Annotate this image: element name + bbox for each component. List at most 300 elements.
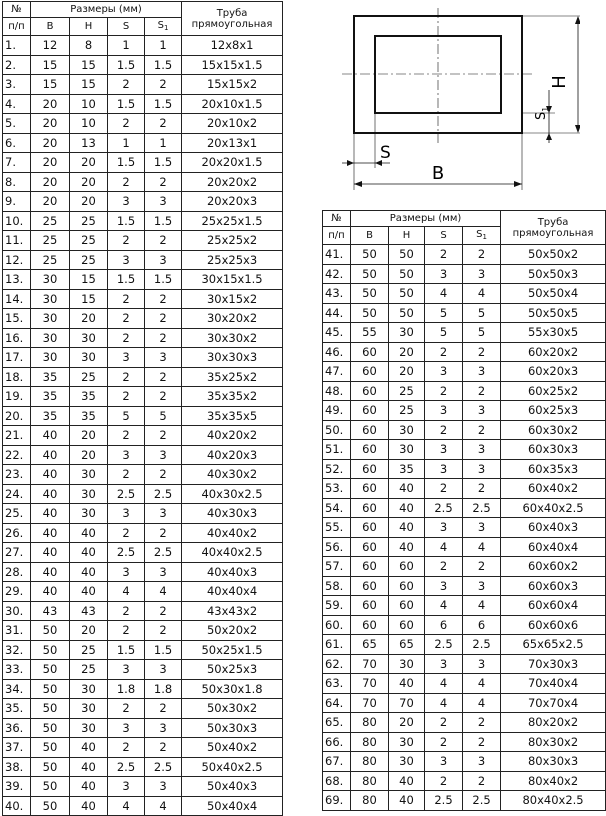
cell-s: 2	[425, 479, 463, 499]
cell-number: 3.	[3, 75, 31, 95]
cell-number: 58.	[323, 576, 351, 596]
cell-b: 50	[31, 757, 70, 777]
cell-s: 1.5	[108, 211, 145, 231]
cell-s: 4	[425, 537, 463, 557]
cell-h: 30	[389, 323, 425, 343]
cell-s1: 3	[145, 250, 182, 270]
cell-number: 55.	[323, 518, 351, 538]
table-row	[3, 55, 283, 75]
cell-b: 60	[351, 401, 389, 421]
cell-pipe: 30x15x2	[182, 289, 283, 309]
cell-number: 31.	[3, 621, 31, 641]
cell-s1: 2.5	[463, 635, 501, 655]
header-s1-main: S	[157, 19, 164, 31]
cell-h: 20	[70, 426, 108, 446]
cell-h: 40	[70, 543, 108, 563]
cell-b: 20	[31, 192, 70, 212]
cell-number: 62.	[323, 654, 351, 674]
cell-h: 20	[70, 621, 108, 641]
cell-pipe: 60x60x4	[501, 596, 606, 616]
cell-h: 40	[70, 757, 108, 777]
cell-h: 43	[70, 601, 108, 621]
pipe-table-left-body	[3, 36, 283, 816]
table-row	[323, 518, 606, 538]
header-b: B	[351, 227, 389, 245]
header-sizes: Размеры (мм)	[351, 211, 501, 227]
cell-h: 40	[389, 518, 425, 538]
cell-h: 40	[389, 537, 425, 557]
cell-number: 63.	[323, 674, 351, 694]
cell-number: 52.	[323, 459, 351, 479]
cell-b: 60	[351, 342, 389, 362]
h-dimension-arrows	[575, 16, 580, 133]
cell-number: 28.	[3, 562, 31, 582]
cell-s1: 2	[145, 523, 182, 543]
cell-number: 50.	[323, 420, 351, 440]
cell-h: 60	[389, 576, 425, 596]
cell-h: 25	[70, 640, 108, 660]
cell-pipe: 60x60x2	[501, 557, 606, 577]
table-row	[3, 660, 283, 680]
cell-s1: 2.5	[145, 757, 182, 777]
table-row	[323, 498, 606, 518]
cell-number: 29.	[3, 582, 31, 602]
table-row	[323, 420, 606, 440]
cell-s: 2	[425, 732, 463, 752]
cell-h: 8	[70, 36, 108, 56]
cell-s: 3	[108, 250, 145, 270]
table-row	[323, 674, 606, 694]
cell-s: 1.8	[108, 679, 145, 699]
cell-number: 15.	[3, 309, 31, 329]
cell-pipe: 60x30x3	[501, 440, 606, 460]
cell-b: 40	[31, 484, 70, 504]
table-row	[323, 362, 606, 382]
cell-h: 25	[70, 367, 108, 387]
header-pipe-line1: Труба	[216, 7, 248, 19]
cell-number: 53.	[323, 479, 351, 499]
cell-s: 4	[108, 582, 145, 602]
cell-pipe: 25x25x2	[182, 231, 283, 251]
cell-h: 40	[389, 771, 425, 791]
cell-b: 20	[31, 172, 70, 192]
cell-s1: 2	[145, 387, 182, 407]
cell-h: 20	[70, 445, 108, 465]
cell-pipe: 60x35x3	[501, 459, 606, 479]
cell-b: 60	[351, 615, 389, 635]
cell-s1: 2	[145, 328, 182, 348]
cell-s1: 5	[145, 406, 182, 426]
cell-h: 15	[70, 289, 108, 309]
cell-number: 26.	[3, 523, 31, 543]
cell-s1: 2	[463, 420, 501, 440]
cell-s: 2	[425, 713, 463, 733]
cell-number: 40.	[3, 796, 31, 816]
cell-pipe: 60x40x3	[501, 518, 606, 538]
cell-b: 40	[31, 426, 70, 446]
cell-s1: 3	[145, 660, 182, 680]
table-row	[323, 791, 606, 811]
cell-s1: 4	[463, 674, 501, 694]
cell-number: 56.	[323, 537, 351, 557]
header-s1-main: S	[476, 228, 483, 240]
cell-h: 20	[70, 309, 108, 329]
cell-b: 50	[31, 679, 70, 699]
cell-number: 20.	[3, 406, 31, 426]
cell-pipe: 50x40x4	[182, 796, 283, 816]
cell-b: 35	[31, 406, 70, 426]
cell-b: 60	[351, 362, 389, 382]
header-sizes: Размеры (мм)	[31, 2, 182, 18]
cell-b: 12	[31, 36, 70, 56]
cell-number: 60.	[323, 615, 351, 635]
cell-s: 3	[108, 777, 145, 797]
cell-number: 39.	[3, 777, 31, 797]
cell-number: 59.	[323, 596, 351, 616]
table-row	[3, 406, 283, 426]
cell-s: 3	[425, 654, 463, 674]
cell-pipe: 50x50x3	[501, 264, 606, 284]
cell-pipe: 30x30x2	[182, 328, 283, 348]
cell-h: 40	[389, 479, 425, 499]
cell-pipe: 70x30x3	[501, 654, 606, 674]
cell-b: 80	[351, 771, 389, 791]
cell-b: 20	[31, 153, 70, 173]
cell-b: 40	[31, 445, 70, 465]
cell-number: 36.	[3, 718, 31, 738]
cell-b: 35	[31, 367, 70, 387]
cell-h: 50	[389, 245, 425, 265]
table-row	[3, 757, 283, 777]
label-s1-main: S	[534, 111, 549, 120]
cell-number: 2.	[3, 55, 31, 75]
cell-s: 2	[425, 342, 463, 362]
cell-s1: 3	[463, 401, 501, 421]
cell-s: 3	[425, 401, 463, 421]
cell-b: 20	[31, 133, 70, 153]
cell-h: 50	[389, 303, 425, 323]
cell-h: 20	[389, 713, 425, 733]
header-pipe-line1: Труба	[537, 216, 569, 228]
header-s1	[145, 18, 182, 36]
cell-s1: 2.5	[463, 791, 501, 811]
cell-s: 2.5	[425, 791, 463, 811]
cell-s1: 4	[145, 796, 182, 816]
cell-number: 21.	[3, 426, 31, 446]
table-row	[323, 401, 606, 421]
cell-pipe: 50x30x1.8	[182, 679, 283, 699]
cell-number: 7.	[3, 153, 31, 173]
cell-s: 2	[108, 621, 145, 641]
cell-s1: 2.5	[463, 498, 501, 518]
header-h: H	[70, 18, 108, 36]
cell-pipe: 40x30x2	[182, 465, 283, 485]
table-row	[3, 484, 283, 504]
cell-number: 69.	[323, 791, 351, 811]
cell-number: 41.	[323, 245, 351, 265]
cell-s: 1.5	[108, 270, 145, 290]
cell-number: 17.	[3, 348, 31, 368]
table-row	[3, 504, 283, 524]
pipe-cross-section-diagram	[340, 8, 580, 198]
table-row	[3, 250, 283, 270]
cell-s: 3	[425, 362, 463, 382]
cell-pipe: 40x20x2	[182, 426, 283, 446]
cell-s: 2	[108, 601, 145, 621]
cell-s1: 3	[145, 777, 182, 797]
table-row	[3, 445, 283, 465]
cell-s: 3	[108, 348, 145, 368]
cell-s: 3	[108, 504, 145, 524]
cell-number: 61.	[323, 635, 351, 655]
label-s1	[534, 107, 550, 120]
cell-h: 15	[70, 75, 108, 95]
label-s: S	[380, 143, 391, 163]
cell-h: 20	[70, 172, 108, 192]
cell-s1: 2	[145, 367, 182, 387]
cell-pipe: 60x25x3	[501, 401, 606, 421]
cell-b: 50	[31, 718, 70, 738]
cell-s1: 2	[145, 621, 182, 641]
cell-h: 60	[389, 615, 425, 635]
cell-pipe: 60x60x3	[501, 576, 606, 596]
cell-s: 2	[108, 387, 145, 407]
table-row	[323, 693, 606, 713]
cell-s: 2	[108, 426, 145, 446]
cell-s1: 4	[463, 537, 501, 557]
cell-s1: 3	[145, 718, 182, 738]
cell-s: 2	[108, 289, 145, 309]
table-row	[3, 270, 283, 290]
cell-s1: 3	[463, 576, 501, 596]
cell-number: 9.	[3, 192, 31, 212]
cell-number: 65.	[323, 713, 351, 733]
cell-pipe: 40x20x3	[182, 445, 283, 465]
cell-h: 30	[70, 328, 108, 348]
cell-s1: 2	[145, 601, 182, 621]
table-row	[323, 303, 606, 323]
cell-s: 4	[425, 284, 463, 304]
pipe-table-left	[2, 1, 283, 816]
cell-pipe: 20x20x1.5	[182, 153, 283, 173]
cell-pipe: 20x20x2	[182, 172, 283, 192]
cell-s: 2	[108, 172, 145, 192]
table-row	[3, 328, 283, 348]
cell-b: 25	[31, 211, 70, 231]
cell-s1: 2	[145, 231, 182, 251]
cell-pipe: 30x30x3	[182, 348, 283, 368]
cell-number: 54.	[323, 498, 351, 518]
cell-s1: 2	[145, 114, 182, 134]
cell-b: 80	[351, 791, 389, 811]
cell-pipe: 80x40x2	[501, 771, 606, 791]
cell-b: 50	[351, 264, 389, 284]
header-pipe	[501, 211, 606, 245]
table-row	[323, 440, 606, 460]
table-row	[3, 153, 283, 173]
table-row	[3, 582, 283, 602]
cell-h: 10	[70, 114, 108, 134]
cell-s: 3	[425, 440, 463, 460]
cell-h: 30	[389, 440, 425, 460]
cell-h: 25	[389, 381, 425, 401]
cell-h: 35	[70, 387, 108, 407]
cell-b: 40	[31, 465, 70, 485]
cell-h: 30	[389, 732, 425, 752]
table-row	[3, 289, 283, 309]
cell-s1: 3	[145, 562, 182, 582]
cell-b: 80	[351, 713, 389, 733]
cell-pipe: 50x50x2	[501, 245, 606, 265]
cell-s1: 2	[145, 426, 182, 446]
cell-h: 30	[389, 654, 425, 674]
cell-s: 3	[425, 576, 463, 596]
cell-s1: 2	[145, 465, 182, 485]
table-row	[323, 576, 606, 596]
cell-s: 2	[425, 381, 463, 401]
cell-pipe: 40x40x2.5	[182, 543, 283, 563]
cell-number: 32.	[3, 640, 31, 660]
cell-h: 60	[389, 596, 425, 616]
cell-pipe: 20x20x3	[182, 192, 283, 212]
cell-h: 20	[70, 192, 108, 212]
cell-pipe: 50x30x3	[182, 718, 283, 738]
cell-pipe: 20x10x2	[182, 114, 283, 134]
cell-number: 42.	[323, 264, 351, 284]
cell-s1: 1.5	[145, 211, 182, 231]
table-row	[3, 36, 283, 56]
cell-s: 5	[425, 303, 463, 323]
cell-h: 65	[389, 635, 425, 655]
cell-s: 2	[108, 465, 145, 485]
cell-s: 5	[425, 323, 463, 343]
cell-number: 14.	[3, 289, 31, 309]
header-s: S	[425, 227, 463, 245]
table-row	[3, 796, 283, 816]
cell-pipe: 50x50x5	[501, 303, 606, 323]
cell-s: 1	[108, 36, 145, 56]
cell-b: 50	[31, 777, 70, 797]
cell-b: 65	[351, 635, 389, 655]
header-s1	[463, 227, 501, 245]
cell-s1: 3	[463, 752, 501, 772]
cell-s1: 2	[145, 309, 182, 329]
table-row	[323, 557, 606, 577]
cell-number: 38.	[3, 757, 31, 777]
cell-pipe: 70x40x4	[501, 674, 606, 694]
cell-pipe: 50x25x1.5	[182, 640, 283, 660]
cell-h: 30	[70, 484, 108, 504]
cell-pipe: 60x40x2	[501, 479, 606, 499]
cell-number: 13.	[3, 270, 31, 290]
header-s1-sub: 1	[482, 232, 487, 241]
cell-number: 22.	[3, 445, 31, 465]
cell-s1: 2	[463, 713, 501, 733]
cell-b: 50	[31, 699, 70, 719]
pipe-table-right	[322, 210, 606, 811]
table-row	[323, 264, 606, 284]
header-pipe-line2: прямоугольная	[512, 227, 594, 239]
cell-s1: 5	[463, 323, 501, 343]
header-number	[3, 2, 31, 18]
table-row	[323, 732, 606, 752]
cell-s1: 6	[463, 615, 501, 635]
cell-s: 4	[108, 796, 145, 816]
cell-b: 25	[31, 231, 70, 251]
cell-pipe: 40x30x2.5	[182, 484, 283, 504]
cell-h: 30	[70, 699, 108, 719]
cell-s1: 2	[463, 557, 501, 577]
header-number-sign: №	[331, 213, 342, 224]
header-number-pp: п/п	[3, 18, 31, 36]
cell-s: 2	[108, 699, 145, 719]
cell-pipe: 50x30x2	[182, 699, 283, 719]
cell-h: 35	[389, 459, 425, 479]
cell-pipe: 80x30x2	[501, 732, 606, 752]
cell-pipe: 55x30x5	[501, 323, 606, 343]
table-row	[3, 543, 283, 563]
cell-b: 35	[31, 387, 70, 407]
cell-number: 48.	[323, 381, 351, 401]
cell-s1: 2	[145, 738, 182, 758]
pipe-table-right-body	[323, 245, 606, 811]
cell-pipe: 80x40x2.5	[501, 791, 606, 811]
cell-pipe: 35x35x2	[182, 387, 283, 407]
cell-number: 25.	[3, 504, 31, 524]
table-row	[323, 323, 606, 343]
cell-pipe: 50x25x3	[182, 660, 283, 680]
table-row	[323, 596, 606, 616]
cell-h: 50	[389, 264, 425, 284]
cell-number: 45.	[323, 323, 351, 343]
cell-s: 2	[425, 557, 463, 577]
cell-pipe: 20x10x1.5	[182, 94, 283, 114]
cell-s1: 3	[145, 504, 182, 524]
cell-s: 2.5	[425, 498, 463, 518]
cell-s1: 3	[145, 348, 182, 368]
table-row	[3, 231, 283, 251]
cell-number: 8.	[3, 172, 31, 192]
cell-b: 15	[31, 55, 70, 75]
cell-number: 34.	[3, 679, 31, 699]
cell-h: 30	[389, 420, 425, 440]
cell-s: 2	[108, 367, 145, 387]
cell-s: 2.5	[108, 484, 145, 504]
cell-b: 43	[31, 601, 70, 621]
cell-pipe: 30x15x1.5	[182, 270, 283, 290]
cell-s: 1	[108, 133, 145, 153]
cell-b: 60	[351, 498, 389, 518]
cell-s1: 2	[463, 245, 501, 265]
cell-h: 70	[389, 693, 425, 713]
cell-pipe: 12x8x1	[182, 36, 283, 56]
cell-s: 2	[108, 75, 145, 95]
header-number-sign: №	[11, 4, 22, 15]
cell-b: 60	[351, 596, 389, 616]
cell-number: 24.	[3, 484, 31, 504]
table-row	[3, 523, 283, 543]
cell-h: 40	[70, 777, 108, 797]
table-row	[323, 479, 606, 499]
table-row	[3, 172, 283, 192]
cell-h: 20	[389, 342, 425, 362]
cell-number: 18.	[3, 367, 31, 387]
cell-s1: 1.5	[145, 270, 182, 290]
cell-s: 3	[425, 752, 463, 772]
cell-h: 40	[389, 791, 425, 811]
cell-h: 20	[389, 362, 425, 382]
cell-s1: 2	[463, 479, 501, 499]
